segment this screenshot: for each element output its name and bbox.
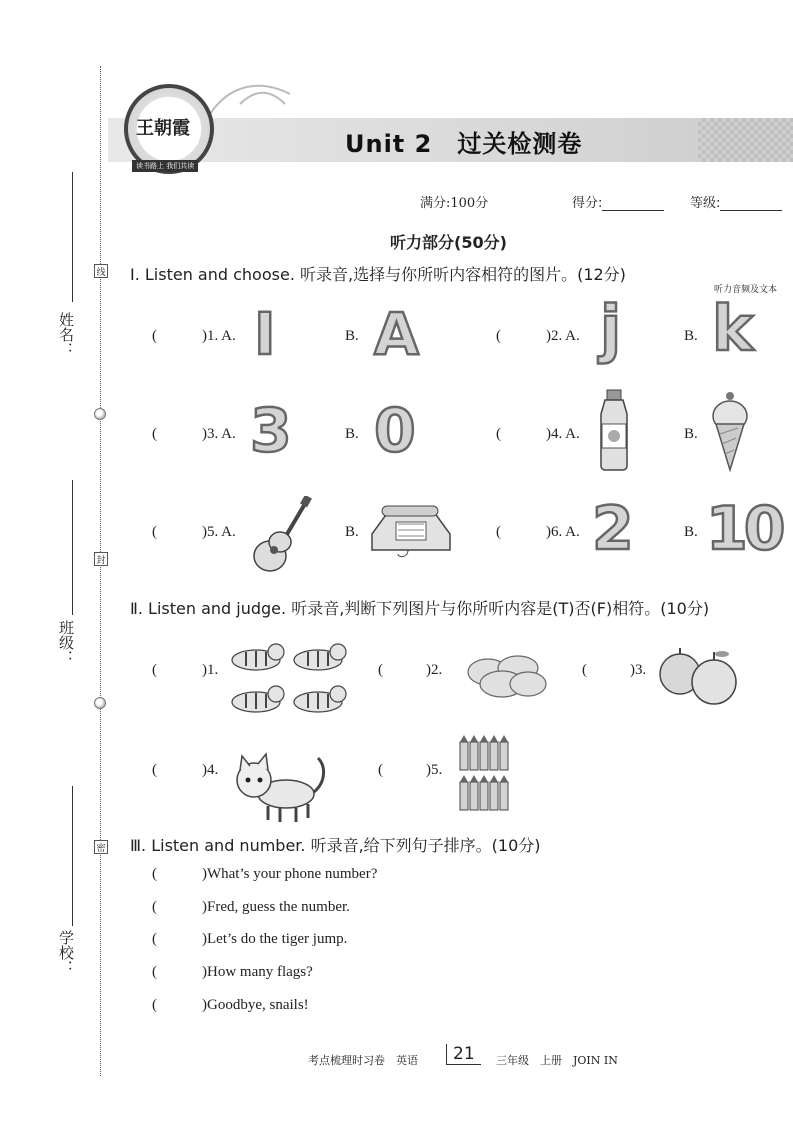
q2-option-a-letter: j: [600, 292, 622, 365]
sentence-2: )Fred, guess the number.: [202, 899, 350, 915]
answer-paren[interactable]: (: [152, 524, 176, 540]
name-label: 姓名：: [57, 312, 75, 357]
q6-option-a-number: 2: [592, 494, 634, 564]
ribbon-decoration: [200, 74, 300, 134]
score-label: 得分:: [572, 196, 603, 211]
q6-b-label: B.: [684, 524, 698, 540]
q4-number: )4. A.: [546, 426, 580, 442]
guitar-icon: [250, 496, 314, 576]
seal-char-secret: 密: [94, 840, 108, 854]
sentence-3: )Let’s do the tiger jump.: [202, 931, 348, 947]
answer-paren[interactable]: (: [378, 662, 402, 678]
p2-q1-number: )1.: [202, 662, 219, 678]
answer-paren[interactable]: (: [152, 931, 176, 947]
q3-number: )3. A.: [202, 426, 236, 442]
grade-label: 等级:: [690, 196, 721, 211]
seal-char-seal: 封: [94, 552, 108, 566]
school-label: 学校：: [57, 930, 75, 975]
answer-paren[interactable]: (: [496, 426, 520, 442]
answer-paren[interactable]: (: [152, 866, 176, 882]
q2-option-b-letter: k: [712, 292, 754, 365]
answer-paren[interactable]: (: [152, 328, 176, 344]
p2-q5-number: )5.: [426, 762, 443, 778]
binding-hole: [94, 697, 106, 709]
score-blank[interactable]: [602, 197, 664, 211]
juice-bottle-icon: [594, 388, 634, 472]
name-underline: [72, 172, 73, 302]
listening-heading: 听力部分(50分): [390, 233, 507, 252]
q1-number: )1. A.: [202, 328, 236, 344]
cat-icon: [232, 752, 328, 824]
binding-hole: [94, 408, 106, 420]
q2-b-label: B.: [684, 328, 698, 344]
banner-checker-pattern: [698, 118, 793, 162]
q3-b-label: B.: [345, 426, 359, 442]
brand-logo-ribbon: 读书路上 我们共读: [132, 160, 198, 172]
q6-option-b-number: 10: [706, 494, 782, 564]
answer-paren[interactable]: (: [152, 426, 176, 442]
part3-instruction: Ⅲ. Listen and number. 听录音,给下列句子排序。(10分): [130, 836, 541, 855]
answer-paren[interactable]: (: [152, 899, 176, 915]
p2-q2-number: )2.: [426, 662, 443, 678]
telephone-icon: [368, 504, 452, 560]
class-underline: [72, 480, 73, 615]
class-label: 班级：: [57, 620, 75, 665]
q1-option-a-letter: I: [254, 300, 276, 368]
q6-number: )6. A.: [546, 524, 580, 540]
four-tigers-icon: [226, 636, 350, 720]
part2-instruction: Ⅱ. Listen and judge. 听录音,判断下列图片与你所听内容是(T)否(F)相符。(10分): [130, 599, 710, 618]
answer-paren[interactable]: (: [152, 997, 176, 1013]
answer-paren[interactable]: (: [378, 762, 402, 778]
page-title: Unit 2 过关检测卷: [345, 130, 583, 158]
grade-field: [690, 192, 782, 211]
answer-paren[interactable]: (: [496, 524, 520, 540]
answer-paren[interactable]: (: [496, 328, 520, 344]
full-score: 满分:100分: [420, 196, 489, 211]
part1-instruction: Ⅰ. Listen and choose. 听录音,选择与你所听内容相符的图片。(12分): [130, 265, 626, 284]
brand-logo-text: 王朝霞: [136, 118, 190, 139]
crayons-icon: [456, 734, 512, 814]
sentence-1: )What’s your phone number?: [202, 866, 378, 882]
q5-b-label: B.: [345, 524, 359, 540]
answer-paren[interactable]: (: [152, 964, 176, 980]
q3-option-b-number: 0: [374, 396, 416, 466]
q1-option-b-letter: A: [374, 300, 419, 368]
score-field: [572, 192, 664, 211]
audio-note: 听力音频及文本: [714, 285, 778, 295]
seal-char-line: 线: [94, 264, 108, 278]
answer-paren[interactable]: (: [152, 662, 176, 678]
footer-right: 三年级 上册 JOIN IN: [496, 1054, 618, 1067]
q5-number: )5. A.: [202, 524, 236, 540]
q4-b-label: B.: [684, 426, 698, 442]
q2-number: )2. A.: [546, 328, 580, 344]
p2-q3-number: )3.: [630, 662, 647, 678]
binding-dotted-line: [100, 66, 101, 1076]
footer-left: 考点梳理时习卷 英语: [308, 1054, 418, 1067]
q1-b-label: B.: [345, 328, 359, 344]
q3-option-a-number: 3: [250, 396, 292, 466]
p2-q4-number: )4.: [202, 762, 219, 778]
answer-paren[interactable]: (: [582, 662, 606, 678]
school-underline: [72, 786, 73, 926]
sentence-4: )How many flags?: [202, 964, 313, 980]
apples-icon: [656, 646, 742, 706]
answer-paren[interactable]: (: [152, 762, 176, 778]
ice-cream-icon: [708, 388, 752, 472]
sentence-5: )Goodbye, snails!: [202, 997, 309, 1013]
footer-page-number: 21: [446, 1044, 481, 1065]
grade-blank[interactable]: [720, 197, 782, 211]
mangoes-icon: [464, 652, 548, 700]
